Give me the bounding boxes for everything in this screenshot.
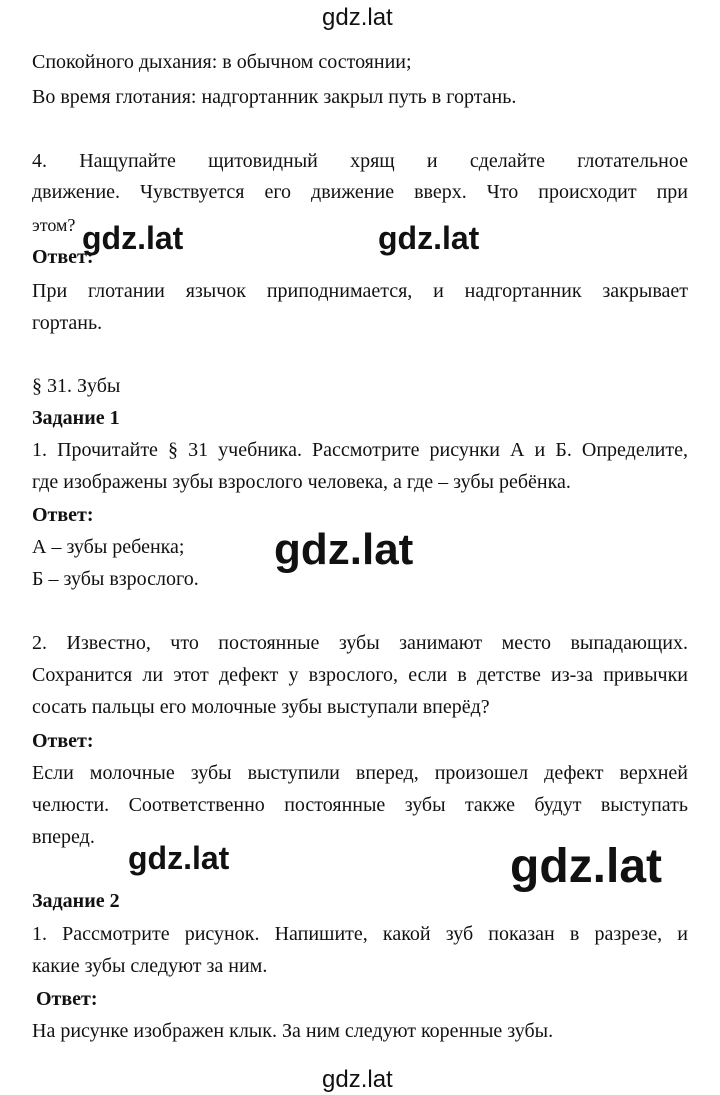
- task-heading: Задание 1: [32, 407, 120, 429]
- question-4-line-2: движение. Чувствуется его движение вверх. Что происходит при: [32, 181, 688, 203]
- watermark-lower-left: gdz.lat: [128, 840, 230, 876]
- question-4-line-3: этом?: [32, 215, 76, 235]
- task-3-line-1: 1. Рассмотрите рисунок. Напишите, какой зуб показан в разрезе, и: [32, 923, 688, 945]
- answer-3-line-1: На рисунке изображен клык. За ним следуют коренные зубы.: [32, 1020, 554, 1042]
- watermark-mid-left: gdz.lat: [82, 220, 184, 256]
- answer-label: Ответ:: [32, 504, 94, 526]
- answer-1-line-2: Б – зубы взрослого.: [32, 568, 199, 590]
- question-4-line-1: 4. Нащупайте щитовидный хрящ и сделайте глотательное: [32, 150, 688, 172]
- task-heading: Задание 2: [32, 890, 120, 912]
- answer-2-line-1: Если молочные зубы выступили вперед, произошел дефект верхней: [32, 762, 688, 784]
- task-1-line-1: 1. Прочитайте § 31 учебника. Рассмотрите рисунки А и Б. Определите,: [32, 439, 688, 461]
- task-3-line-2: какие зубы следуют за ним.: [32, 955, 268, 977]
- answer-label: Ответ:: [32, 246, 94, 268]
- watermark-bottom: gdz.lat: [322, 1066, 393, 1093]
- answer-2-line-3: вперед.: [32, 826, 95, 848]
- answer-1-line-1: А – зубы ребенка;: [32, 536, 185, 558]
- task-2-line-1: 2. Известно, что постоянные зубы занимают место выпадающих.: [32, 632, 688, 654]
- answer-4-line-1: При глотании язычок приподнимается, и надгортанник закрывает: [32, 280, 688, 302]
- section-heading: § 31. Зубы: [32, 375, 121, 397]
- answer-label: Ответ:: [32, 730, 94, 752]
- watermark-lower-right: gdz.lat: [510, 840, 662, 893]
- task-2-line-2: Сохранится ли этот дефект у взрослого, если в детстве из-за привычки: [32, 664, 688, 686]
- text-line: Во время глотания: надгортанник закрыл путь в гортань.: [32, 86, 517, 108]
- watermark-top: gdz.lat: [322, 4, 393, 31]
- watermark-center: gdz.lat: [274, 525, 414, 574]
- answer-2-line-2: челюсти. Соответственно постоянные зубы также будут выступать: [32, 794, 688, 816]
- watermark-mid-right: gdz.lat: [378, 220, 480, 256]
- text-line: Спокойного дыхания: в обычном состоянии;: [32, 51, 412, 73]
- task-2-line-3: сосать пальцы его молочные зубы выступали вперёд?: [32, 696, 490, 718]
- task-1-line-2: где изображены зубы взрослого человека, а где – зубы ребёнка.: [32, 471, 571, 493]
- answer-label: Ответ:: [36, 988, 98, 1010]
- answer-4-line-2: гортань.: [32, 312, 103, 334]
